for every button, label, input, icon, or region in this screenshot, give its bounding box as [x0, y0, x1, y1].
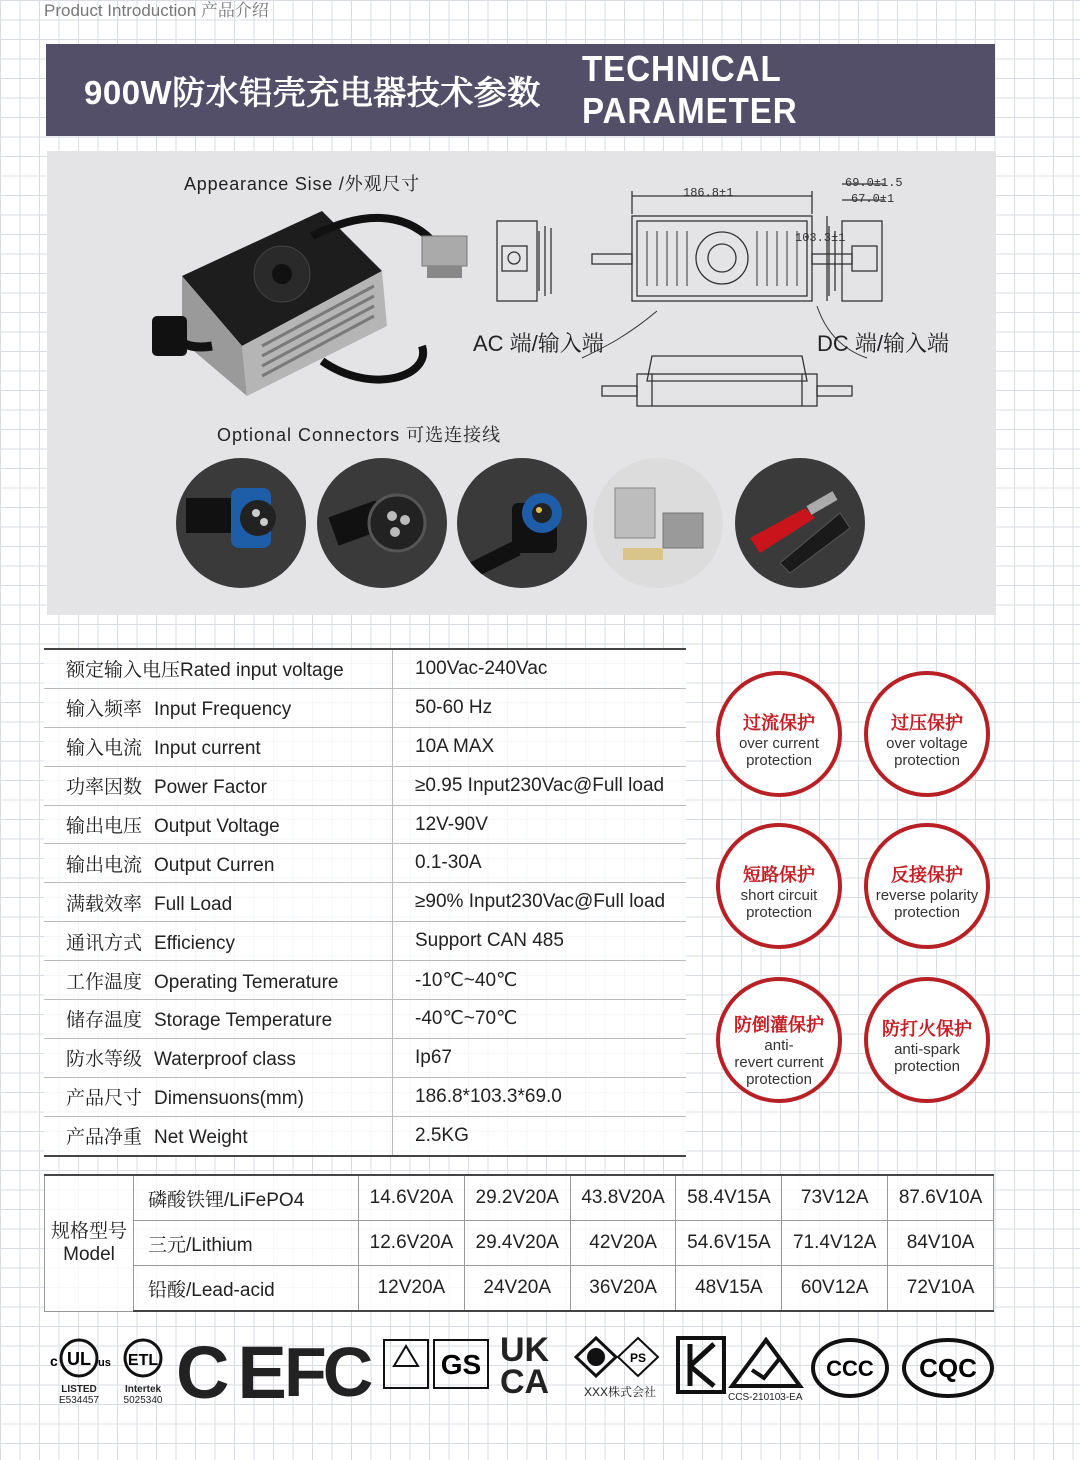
table-row: 铅酸/Lead-acid 12V20A 24V20A 36V20A 48V15A 60V12A 72V10A [45, 1266, 994, 1312]
ukca-logo: UK CA [500, 1331, 550, 1401]
model-header: 规格型号 Model [45, 1175, 134, 1311]
title-banner [46, 44, 995, 136]
table-row: 输入频率 Input Frequency 50-60 Hz [44, 688, 686, 727]
badge-anti-spark: 防打火保护 anti-spark protection [864, 977, 990, 1103]
kc-logo: CCS-210103-EA [676, 1336, 806, 1401]
table-row: 规格型号 Model 磷酸铁锂/LiFePO4 14.6V20A 29.2V20A 43.8V20A 58.4V15A 73V12A 87.6V10A [45, 1175, 994, 1221]
table-row: 通讯方式 Efficiency Support CAN 485 [44, 922, 686, 961]
badge-over-voltage: 过压保护 over voltage protection [864, 671, 990, 797]
pse-logo: PS XXX株式会社 [572, 1336, 668, 1400]
cqc-logo [900, 1336, 996, 1405]
ul-listed-logo: UL c us LISTED E534457 [46, 1336, 112, 1406]
svg-text:us: us [98, 1357, 111, 1369]
table-row: 输出电流 Output Curren 0.1-30A [44, 844, 686, 883]
table-row: 防水等级 Waterproof class Ip67 [44, 1038, 686, 1077]
model-table [44, 1174, 994, 1312]
badge-over-current: 过流保护 over current protection [716, 671, 842, 797]
ccc-logo [810, 1336, 890, 1405]
dimension-side-1: 69.0±1.5 [845, 176, 903, 190]
table-row: 产品尺寸 Dimensuons(mm) 186.8*103.3*69.0 [44, 1077, 686, 1116]
svg-text:CCC: CCC [826, 1356, 874, 1381]
appearance-panel [47, 151, 996, 615]
section-label: Product Introduction 产品介绍 [44, 1, 269, 20]
fcc-logo: FC [284, 1333, 370, 1411]
table-row: 储存温度 Storage Temperature -40℃~70℃ [44, 1000, 686, 1039]
charger-photo [152, 196, 472, 396]
ce-logo: CE [176, 1331, 295, 1414]
table-row: 满载效率 Full Load ≥90% Input230Vac@Full load [44, 883, 686, 922]
svg-text:c: c [50, 1353, 58, 1369]
tuv-gs-logo [382, 1336, 492, 1401]
title-en: TECHNICAL PARAMETER [582, 48, 798, 131]
svg-text:ETL: ETL [127, 1352, 159, 1369]
connector-round-blue-image [176, 458, 306, 588]
table-row: 工作温度 Operating Temerature -10℃~40℃ [44, 961, 686, 1000]
etl-logo: ETL Intertek 5025340 [113, 1336, 173, 1406]
svg-text:PS: PS [629, 1351, 647, 1365]
dimension-height: 103.3±1 [795, 231, 846, 245]
spec-table [44, 648, 686, 1157]
ac-label: AC 端/输入端 [473, 331, 604, 356]
connectors-title: Optional Connectors 可选连接线 [217, 425, 502, 445]
connector-anderson-image [593, 458, 723, 588]
table-row: 功率因数 Power Factor ≥0.95 Input230Vac@Full load [44, 766, 686, 805]
svg-text:CQC: CQC [919, 1353, 977, 1383]
badge-short-circuit: 短路保护 short circuit protection [716, 823, 842, 949]
table-row: 额定输入电压Rated input voltage 100Vac-240Vac [44, 649, 686, 688]
badge-reverse-polarity: 反接保护 reverse polarity protection [864, 823, 990, 949]
table-row: 输出电压 Output Voltage 12V-90V [44, 805, 686, 844]
table-row: 输入电流 Input current 10A MAX [44, 727, 686, 766]
connector-alligator-clips-image [735, 458, 865, 588]
dimension-side-2: 67.0±1 [851, 192, 895, 206]
dimension-drawing [487, 176, 907, 416]
dimension-width: 186.8±1 [683, 186, 734, 200]
dc-label: DC 端/输入端 [817, 331, 950, 356]
appearance-title: Appearance Sise /外观尺寸 [184, 174, 420, 194]
connector-angled-image [457, 458, 587, 588]
svg-text:GS: GS [440, 1349, 482, 1380]
connector-round-black-image [317, 458, 447, 588]
svg-text:UL: UL [67, 1349, 91, 1369]
table-row: 产品净重 Net Weight 2.5KG [44, 1116, 686, 1155]
title-cn: 900W防水铝壳充电器技术参数 [84, 73, 541, 111]
table-row: 三元/Lithium 12.6V20A 29.4V20A 42V20A 54.6V15A 71.4V12A 84V10A [45, 1221, 994, 1266]
badge-anti-revert-current: 防倒灌保护 anti- revert current protection [716, 977, 842, 1103]
